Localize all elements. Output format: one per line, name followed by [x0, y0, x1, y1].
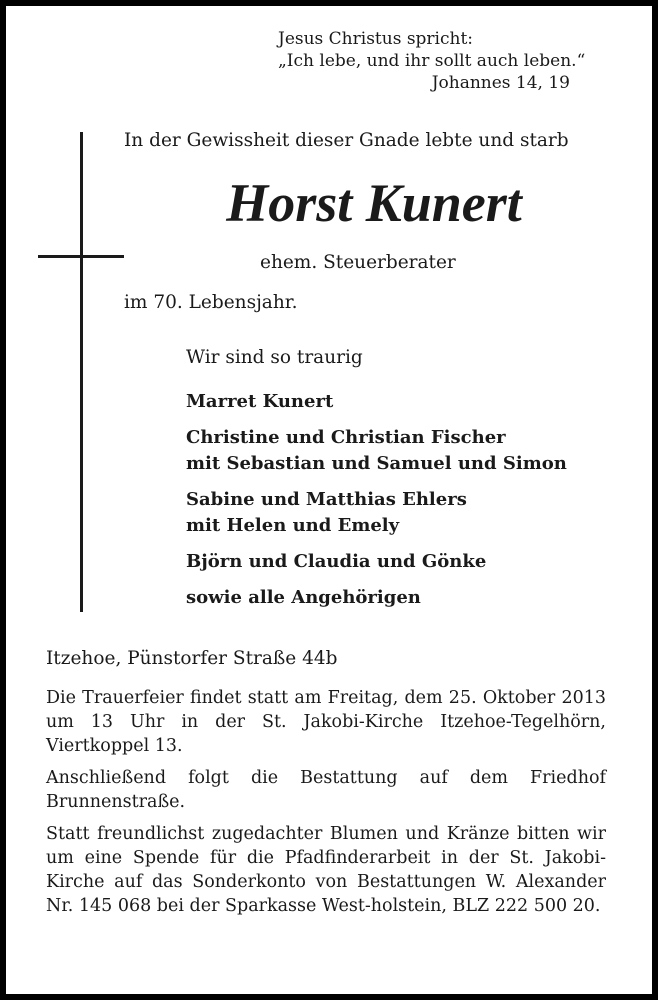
- mourner-group: [186, 585, 567, 611]
- mourner-group: [186, 389, 567, 415]
- mourners-list: [186, 389, 567, 621]
- burial-paragraph: Anschließend folgt die Bestattung auf dem Friedhof Brunnenstraße.: [46, 768, 606, 812]
- bible-verse: [278, 28, 598, 94]
- verse-reference: Johannes 14, 19: [431, 73, 570, 93]
- profession: ehem. Steuerberater: [260, 252, 456, 273]
- mourner-line: Christine und Christian Fischer: [186, 427, 506, 448]
- verse-line-2: „Ich lebe, und ihr sollt auch leben.“: [278, 51, 586, 71]
- mourners-intro: Wir sind so traurig: [186, 347, 363, 368]
- mourner-group: [186, 425, 567, 477]
- age-line: im 70. Lebensjahr.: [124, 292, 298, 313]
- mourner-line: Marret Kunert: [186, 391, 334, 412]
- mourner-line: Björn und Claudia und Gönke: [186, 551, 487, 572]
- service-details: [46, 686, 606, 926]
- mourner-group: [186, 487, 567, 539]
- intro-line: In der Gewissheit dieser Gnade lebte und starb: [124, 130, 569, 151]
- donation-paragraph: Statt freundlichst zugedachter Blumen und Kränze bitten wir um eine Spende für die Pfadfinderarbeit in der St. Jakobi-Kirche auf das Sonderkonto von Bestattungen W. Alexander Nr. 145 068 bei der Sparkasse West-holstein, BLZ 222 500 20.: [46, 824, 606, 916]
- cross-icon-horizontal: [38, 255, 124, 258]
- mourner-line: mit Sebastian und Samuel und Simon: [186, 453, 567, 474]
- address: Itzehoe, Pünstorfer Straße 44b: [46, 648, 338, 669]
- mourner-line: Sabine und Matthias Ehlers: [186, 489, 467, 510]
- mourner-group: [186, 549, 567, 575]
- mourner-line: sowie alle Angehörigen: [186, 587, 421, 608]
- deceased-name: Horst Kunert: [226, 173, 522, 233]
- mourner-line: mit Helen und Emely: [186, 515, 400, 536]
- obituary-notice: [6, 6, 652, 994]
- verse-line-1: Jesus Christus spricht:: [278, 29, 474, 49]
- funeral-paragraph: Die Trauerfeier findet statt am Freitag, dem 25. Oktober 2013 um 13 Uhr in der St. Jakobi-Kirche Itzehoe-Tegelhörn, Viertkoppel 13.: [46, 688, 606, 756]
